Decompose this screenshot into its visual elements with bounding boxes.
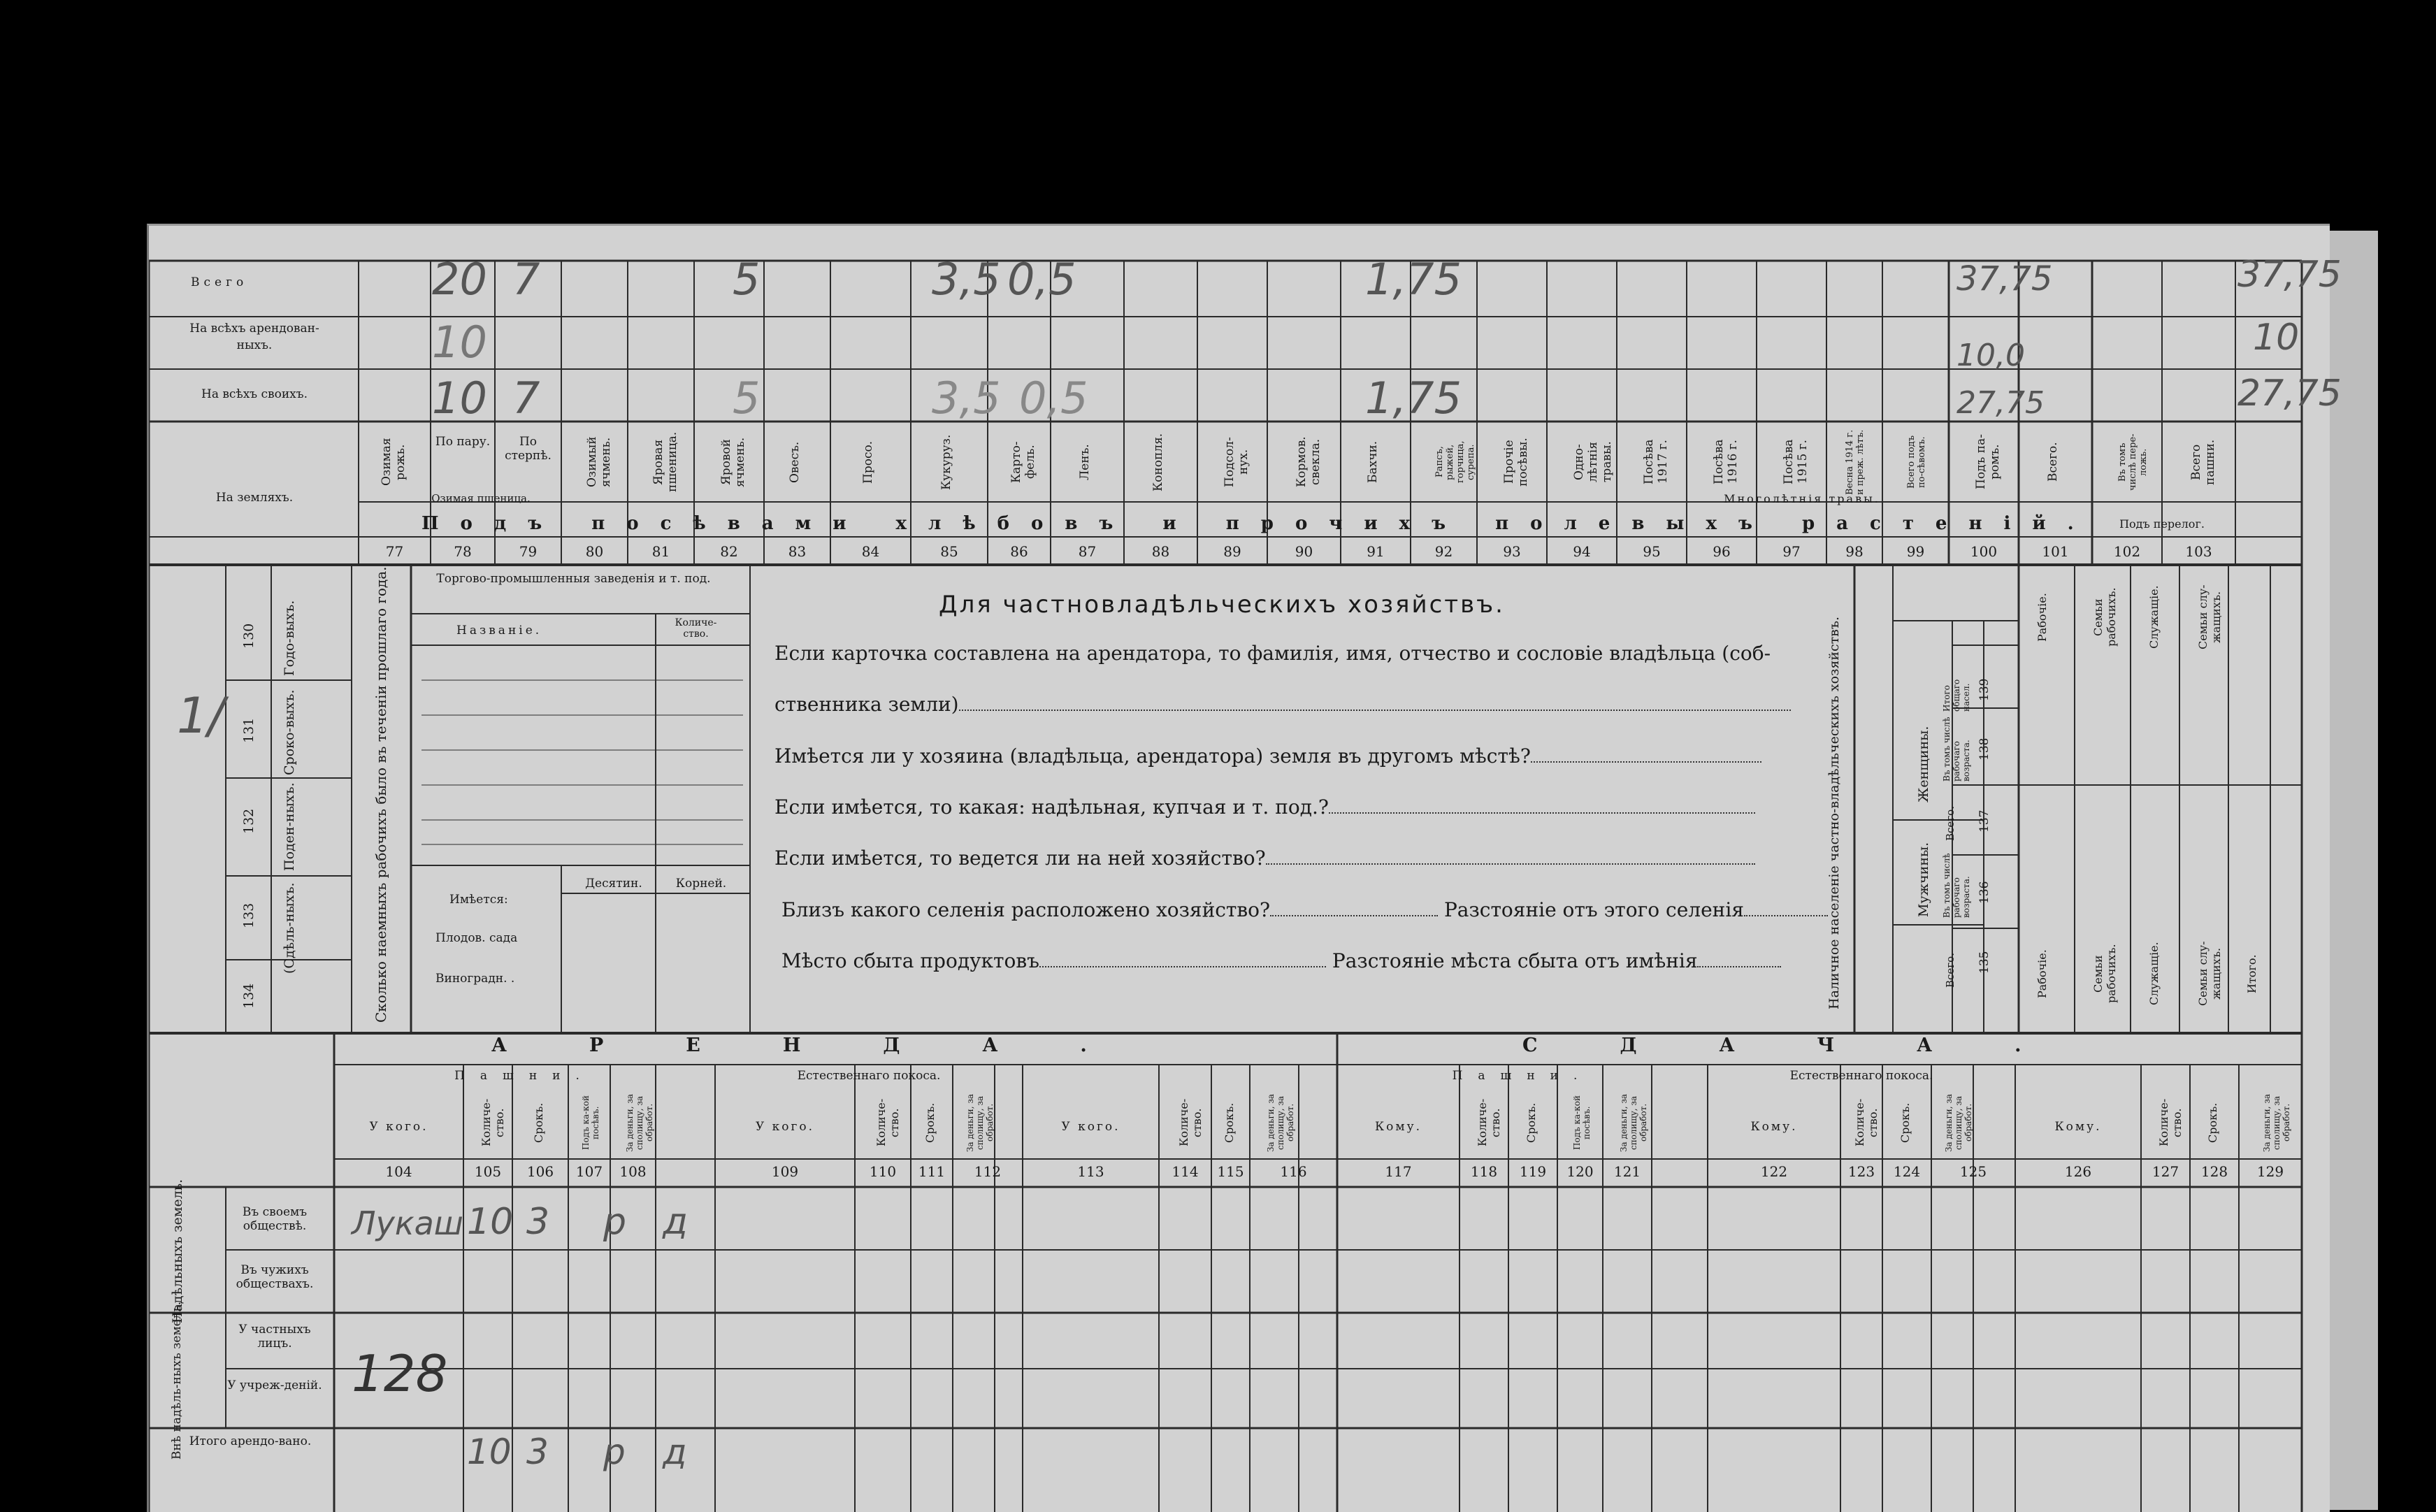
crop-header: Въ томъ числѣ пере-ложь. (2117, 433, 2149, 491)
bottom-sub-header: Количе-ство. (1476, 1098, 1502, 1147)
imeetsya-label: Имѣется: (449, 893, 508, 907)
answer-line (959, 710, 1791, 711)
col-godovykh: Годо-выхъ. (282, 600, 297, 677)
zhen-v-tom-chisle: Въ томъ числѣ рабочаго возраста. (1942, 717, 1971, 782)
column-number: 127 (2152, 1163, 2179, 1180)
row-label-vsego: Всего (191, 275, 248, 289)
crop-header: Подсол-нух. (1223, 437, 1251, 487)
num-132: 132 (241, 808, 257, 834)
answer-line (1531, 761, 1761, 763)
column-number: 78 (454, 543, 472, 560)
column-number: 95 (1643, 543, 1661, 560)
bottom-sub-header: Количе-ство. (480, 1098, 506, 1147)
staff-column-label: Семьи рабочихъ. (2091, 944, 2118, 1004)
column-number: 118 (1470, 1163, 1498, 1180)
zhen-vsego: Всего. (1944, 806, 1956, 841)
bottom-sub-header: За деньги, за сполищу, за обработ. (965, 1093, 995, 1152)
hired-workers-vertical: Сколько наемныхъ рабочихъ было въ теченіи прошлаго года. (373, 566, 389, 1023)
pokos-label: Естественнаго покоса. (797, 1069, 941, 1083)
crop-header: Просо. (860, 440, 875, 484)
column-number: 81 (651, 543, 670, 560)
crop-header: По стерпѣ. (505, 435, 552, 463)
column-number: 99 (1906, 543, 1925, 560)
crop-header: Посѣва 1916 г. (1712, 439, 1740, 485)
pokos-label-sdacha: Естественнаго покоса. (1789, 1069, 1933, 1083)
crop-header: Посѣва 1917 г. (1642, 439, 1670, 485)
column-number: 89 (1223, 543, 1241, 560)
who-column-label: Кому. (1750, 1120, 1798, 1134)
column-number: 88 (1151, 543, 1170, 560)
hw-svoikh-yarovoy: 5 (733, 373, 761, 424)
hw-vsego-kukuruza: 3,5 (932, 254, 1001, 305)
bottom-sub-header: Количе-ство. (874, 1098, 901, 1147)
desyatin-label: Десятин. (585, 877, 642, 891)
korney-label: Корней. (675, 877, 727, 891)
row-label-na-zemlyakh: На земляхъ. (215, 491, 294, 505)
crop-header: Весна 1914 г. и преж. лѣтъ. (1845, 429, 1866, 495)
bottom-sub-header: Количе-ство. (2157, 1098, 2184, 1147)
crop-header: Одно-лѣтнія травы. (1572, 441, 1614, 483)
num-139: 139 (1977, 678, 1991, 701)
muzh-v-tom-chisle: Въ томъ числѣ рабочаго возраста. (1942, 853, 1971, 918)
crop-header: Подъ па-ромъ. (1974, 434, 2002, 490)
column-number: 85 (940, 543, 958, 560)
who-column-label: У кого. (755, 1120, 815, 1134)
hw-r1-srok: 3 (526, 1201, 550, 1243)
column-number: 92 (1434, 543, 1453, 560)
num-136: 136 (1977, 881, 1991, 904)
staff-column-label: Служащіе. (2147, 585, 2161, 649)
column-number: 103 (2185, 543, 2212, 560)
bottom-sub-header: Количе-ство. (1853, 1098, 1880, 1147)
hw-r5-srok: 3 (526, 1432, 549, 1472)
vinogradi-label: Виноградн. . (435, 972, 515, 986)
torg-title: Торгово-промышленныя заведенія и т. под. (436, 572, 711, 586)
hw-r5-kol: 10 (467, 1432, 512, 1472)
column-number: 77 (385, 543, 404, 560)
col-podennykh: Поден-ныхъ. (282, 782, 297, 872)
mnogoletnie-label: Многолѣтнія травы. (1724, 492, 1880, 505)
bottom-sub-header: Срокъ. (1222, 1102, 1236, 1143)
column-number: 116 (1280, 1163, 1307, 1180)
hw-r1-dengi: д (663, 1201, 688, 1243)
column-number: 129 (2256, 1163, 2284, 1180)
column-number: 123 (1847, 1163, 1875, 1180)
nadelnykh-zemel: Надѣльныхъ земель. (170, 1179, 185, 1323)
column-number: 97 (1782, 543, 1801, 560)
staff-column-label: Итого. (2245, 954, 2258, 993)
q5a: Близъ какого селенія расположено хозяйство? (781, 898, 1271, 921)
num-137: 137 (1977, 809, 1991, 833)
column-number: 128 (2200, 1163, 2228, 1180)
hw-svoikh-kartofel: 0,5 (1019, 373, 1088, 424)
hw-svoikh-pashni: 27,75 (2237, 373, 2342, 415)
staff-column-label: Служащіе. (2147, 942, 2161, 1006)
crop-header: Бахчи. (1366, 440, 1380, 484)
crop-header: Яровая пшеница. (651, 431, 679, 493)
column-number: 96 (1713, 543, 1731, 560)
population-vertical: Наличное населеніе частно-владѣльческихъ хозяйствъ. (1826, 617, 1842, 1009)
staff-column-label: Семьи слу-жащихъ. (2196, 584, 2223, 650)
crop-header: Всего подъ по-сѣвомъ. (1905, 435, 1927, 489)
num-138: 138 (1977, 737, 1991, 761)
column-number: 115 (1217, 1163, 1244, 1180)
column-number: 102 (2113, 543, 2141, 560)
column-number: 109 (771, 1163, 799, 1180)
bottom-sub-header: Количе-ство. (1176, 1098, 1204, 1147)
sdacha-title: СДАЧА. (1522, 1035, 2104, 1056)
staff-column-label: Семьи рабочихъ. (2091, 587, 2118, 647)
column-number: 121 (1613, 1163, 1641, 1180)
column-number: 122 (1760, 1163, 1788, 1180)
column-number: 104 (385, 1163, 412, 1180)
column-number: 94 (1573, 543, 1591, 560)
column-number: 93 (1503, 543, 1521, 560)
hw-arend-rozh: 10 (432, 317, 487, 368)
column-number: 107 (575, 1163, 603, 1180)
hw-r5-dengi: д (663, 1432, 687, 1472)
vne-nadelnykh: Внѣ надѣль-ныхъ земель. (170, 1301, 184, 1460)
itogo-obshchee: Итого общаго насел. (1942, 679, 1971, 712)
crop-header: Яровой ячмень. (719, 437, 747, 487)
bottom-sub-header: Срокъ. (1898, 1102, 1912, 1143)
column-number: 108 (619, 1163, 647, 1180)
band-title: Подъ посѣвами хлѣбовъ и прочихъ полевыхъ растеній. (421, 513, 2096, 534)
q6a: Мѣсто сбыта продуктовъ (781, 949, 1039, 972)
bottom-sub-header: За деньги, за сполищу, за обработ. (1944, 1093, 1973, 1152)
num-134: 134 (241, 983, 257, 1009)
column-number: 83 (788, 543, 807, 560)
answer-line (1744, 915, 1828, 916)
row-label-arendovan-1: На всѣхъ арендован- (189, 322, 319, 336)
crop-header: Карто-фель. (1009, 441, 1037, 483)
ozimaya-pshenitsa-label: Озимая пшеница. (431, 492, 531, 505)
hw-vsego-posev: 37,75 (1956, 259, 2053, 298)
hw-r1-kol: 10 (467, 1201, 514, 1243)
census-card (147, 224, 2342, 1512)
torg-kolichestvo: Количе-ство. (675, 617, 717, 640)
hw-svoikh-rozh: 10 (432, 373, 487, 424)
hw-vsego-bakhchi: 1,75 (1365, 254, 1462, 305)
column-number: 86 (1010, 543, 1028, 560)
column-number: 114 (1172, 1163, 1199, 1180)
crop-header: Рапсъ, рыжей, горчица, сурепа. (1434, 440, 1476, 484)
staff-column-label: Рабочіе. (2035, 593, 2049, 642)
staff-column-label: Семьи слу-жащихъ. (2196, 941, 2223, 1007)
column-number: 87 (1078, 543, 1097, 560)
hw-svoikh-kukuruza: 3,5 (932, 373, 1001, 424)
muzhchiny-label: Мужчины. (1916, 842, 1931, 917)
crop-header: По пару. (435, 435, 491, 449)
hw-vsego-rozh: 20 (432, 254, 487, 305)
q2: Имѣется ли у хозяина (владѣльца, арендатора) земля въ другомъ мѣстѣ? (774, 744, 1531, 768)
column-number: 90 (1295, 543, 1313, 560)
column-number: 98 (1845, 543, 1864, 560)
crop-header: Кукуруз. (939, 434, 953, 490)
bottom-sub-header: Подъ ка-кой посѣвъ. (581, 1095, 600, 1150)
q5b: Разстояніе отъ этого селенія (1443, 898, 1744, 921)
bottom-sub-header: Срокъ. (2206, 1102, 2219, 1143)
bottom-sub-header: За деньги, за сполищу, за обработ. (1619, 1093, 1648, 1152)
q1a: Если карточка составлена на арендатора, то фамилія, имя, отчество и сословіе владѣльца (соб- (774, 642, 1771, 665)
crop-header: Кормов. свекла. (1294, 436, 1322, 488)
col-sdelnykh: (Сдѣль-ныхъ. (282, 882, 297, 974)
hw-vsego-pashni: 37,75 (2237, 254, 2342, 296)
column-number: 120 (1566, 1163, 1594, 1180)
hw-vsego-par: 7 (512, 254, 540, 305)
num-130: 130 (241, 623, 257, 649)
bottom-sub-header: Срокъ. (923, 1102, 937, 1143)
who-column-label: У кого. (1061, 1120, 1120, 1134)
row-label-svoikh: На всѣхъ своихъ. (201, 387, 308, 401)
answer-line (1270, 915, 1438, 916)
num-133: 133 (241, 902, 257, 928)
pod-perelog-label: Подъ перелог. (2119, 517, 2205, 531)
row-v-chuzhikh: Въ чужихъ обществахъ. (236, 1263, 314, 1291)
column-number: 112 (974, 1163, 1002, 1180)
bottom-sub-header: За деньги, за сполищу, за обработ. (1266, 1093, 1295, 1152)
column-number: 101 (2042, 543, 2069, 560)
column-number: 84 (861, 543, 880, 560)
hw-svoikh-bakhchi: 1,75 (1365, 373, 1462, 424)
q4: Если имѣется, то ведется ли на ней хозяйство? (774, 847, 1266, 870)
zhenshchiny-label: Женщины. (1916, 726, 1931, 802)
column-number: 126 (2064, 1163, 2092, 1180)
column-number: 125 (1959, 1163, 1987, 1180)
answer-line (1266, 863, 1755, 865)
hw-vsego-yarovoy: 5 (733, 254, 761, 305)
crop-header: Овесъ. (787, 441, 802, 483)
bottom-sub-header: Подъ ка-кой посѣвъ. (1571, 1095, 1592, 1150)
column-number: 110 (869, 1163, 897, 1180)
hw-arend-posev: 10,0 (1956, 338, 2025, 373)
column-number: 119 (1519, 1163, 1547, 1180)
hw-r1-posev: р (603, 1201, 627, 1243)
crop-header: Конопля. (1151, 433, 1165, 491)
q1b: ственника земли) (774, 693, 959, 716)
column-number: 91 (1367, 543, 1385, 560)
q3: Если имѣется, то какая: надѣльная, купчая и т. под.? (774, 795, 1329, 819)
column-number: 117 (1385, 1163, 1412, 1180)
column-number: 124 (1893, 1163, 1921, 1180)
column-number: 106 (526, 1163, 554, 1180)
bottom-sub-header: За деньги, за сполищу, за обработ. (2262, 1093, 2291, 1152)
column-number: 79 (519, 543, 538, 560)
column-number: 105 (474, 1163, 502, 1180)
column-number: 111 (918, 1163, 946, 1180)
crop-header: Посѣва 1915 г. (1782, 439, 1810, 485)
answer-line (1329, 812, 1755, 814)
num-135: 135 (1977, 951, 1991, 974)
column-number: 80 (585, 543, 604, 560)
q6b: Разстояніе мѣста сбыта отъ имѣнія (1332, 949, 1698, 972)
who-column-label: У кого. (369, 1120, 428, 1134)
hw-vsego-kartofel: 0,5 (1007, 254, 1076, 305)
answer-line (1697, 966, 1781, 967)
num-131: 131 (241, 717, 257, 743)
hw-svoikh-par: 7 (512, 373, 540, 424)
crop-header: Ленъ. (1077, 444, 1092, 480)
pashni-label: Пашни. (454, 1069, 595, 1083)
hw-arend-pashni: 10 (2253, 317, 2300, 359)
row-u-chastnykh: У частныхъ лицъ. (238, 1323, 311, 1351)
crop-header: Всего пашни. (2189, 439, 2217, 485)
answer-line (1039, 966, 1326, 967)
crop-header: Озимый ячмень. (584, 436, 613, 488)
column-number: 82 (720, 543, 738, 560)
row-label-arendovan-2: ныхъ. (236, 338, 273, 352)
col-srokovykh: Сроко-выхъ. (282, 689, 297, 776)
form-title: Для частновладѣльческихъ хозяйствъ. (939, 591, 1505, 619)
staff-column-label: Рабочіе. (2035, 949, 2049, 998)
hw-r5-posev: р (603, 1432, 626, 1472)
row-v-svoem: Въ своемъ обществѣ. (242, 1205, 308, 1233)
who-column-label: Кому. (2054, 1120, 2102, 1134)
muzh-vsego: Всего. (1944, 953, 1956, 988)
row-itogo: Итого арендо-вано. (189, 1434, 312, 1448)
row-u-uchrezhd: У учреж-деній. (227, 1378, 322, 1392)
crop-header: Прочіе посѣвы. (1502, 438, 1530, 487)
hw-128: 128 (352, 1344, 448, 1403)
pashni-label-sdacha: Пашни. (1452, 1069, 1593, 1083)
crop-header: Всего. (2045, 442, 2060, 482)
bottom-sub-header: За деньги, за сполищу, за обработ. (624, 1093, 654, 1152)
crop-header: Озимая рожь. (380, 438, 408, 487)
hw-mark: 1/ (177, 687, 225, 744)
bottom-sub-header: Срокъ. (532, 1102, 545, 1143)
torg-nazvanie: Названіе. (456, 624, 542, 638)
column-number: 100 (1970, 543, 1998, 560)
hw-svoikh-posev: 27,75 (1956, 385, 2045, 421)
who-column-label: Кому. (1374, 1120, 1422, 1134)
column-number: 113 (1077, 1163, 1104, 1180)
hw-lukash: Лукаш (352, 1204, 463, 1242)
plodov-sada-label: Плодов. сада (435, 931, 518, 945)
bottom-sub-header: Срокъ. (1525, 1102, 1538, 1143)
arenda-title: АРЕНДА. (491, 1035, 1169, 1056)
